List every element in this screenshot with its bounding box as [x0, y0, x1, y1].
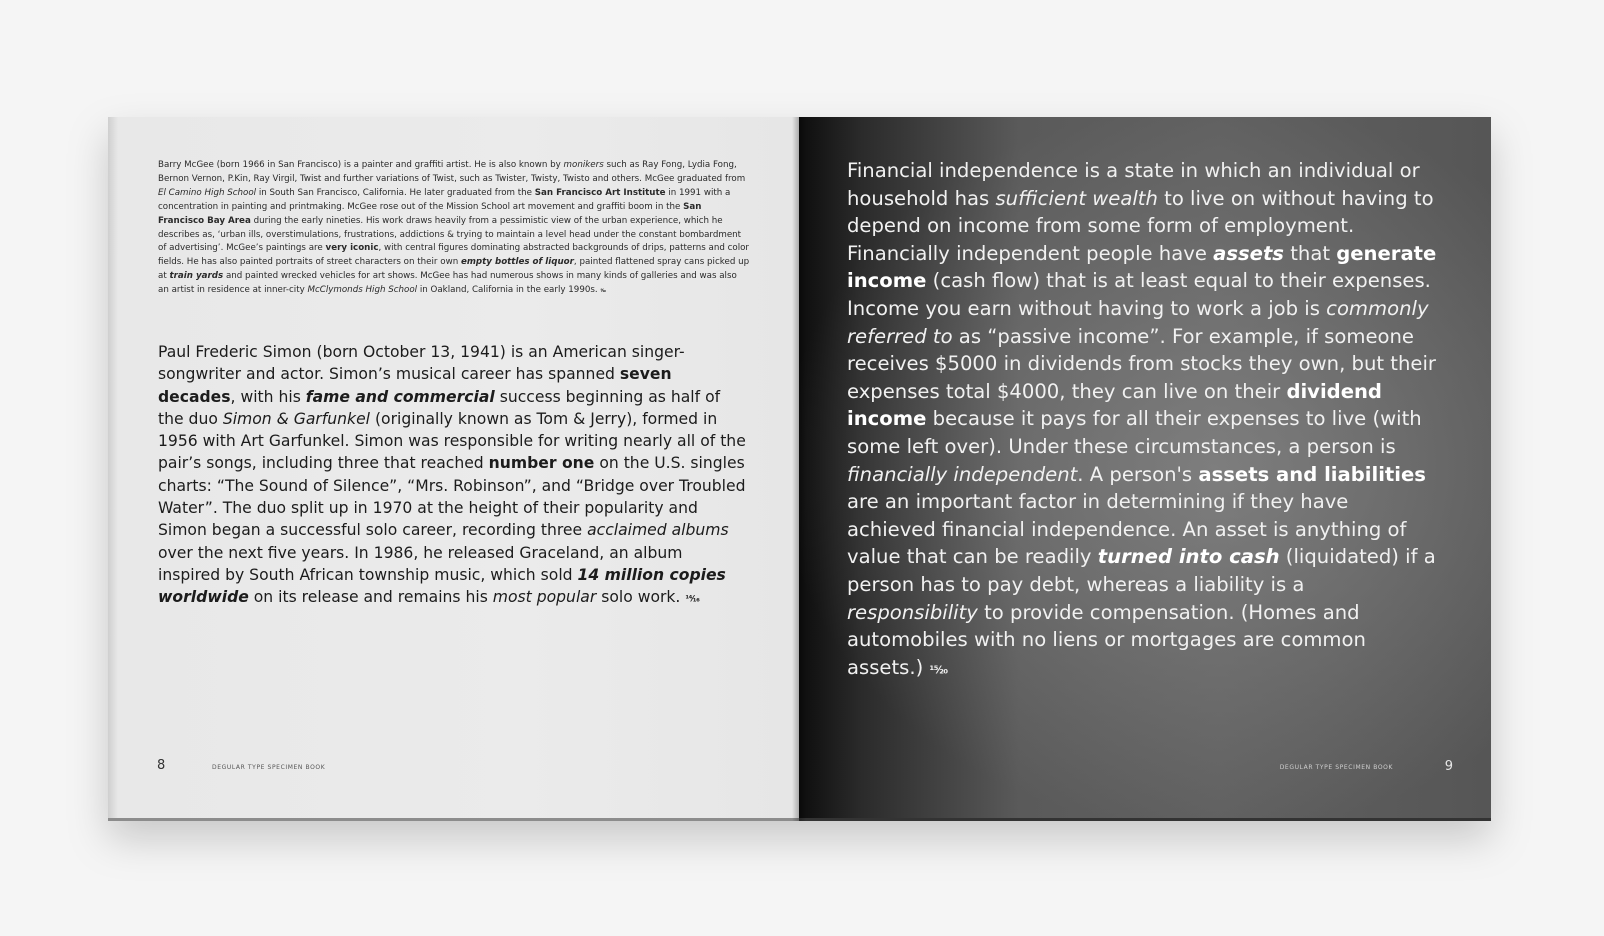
text-run: seven decades: [158, 365, 672, 406]
page-number-left: 8: [157, 758, 166, 773]
text-run: fame and commercial: [305, 387, 495, 406]
footer-label-left: DEGULAR TYPE SPECIMEN BOOK: [212, 764, 326, 771]
footer-label-right: DEGULAR TYPE SPECIMEN BOOK: [1279, 764, 1393, 771]
text-run: success beginning as half of the duo: [158, 387, 721, 428]
text-run: sufficient wealth: [995, 186, 1158, 210]
text-run: El Camino High School: [158, 187, 257, 198]
text-run: turned into cash: [1097, 545, 1280, 569]
text-run: and painted wrecked vehicles for art shows. McGee has had numerous shows in many kinds of galleries and was also an artist in residence at inner-city: [158, 271, 737, 296]
fraction-mark: ¹⁵⁄₂₀: [929, 663, 948, 677]
text-run: monikers: [563, 160, 604, 170]
large-text-paragraph: [158, 341, 748, 611]
text-run: acclaimed albums: [587, 521, 729, 540]
text-run: generate income: [847, 241, 1437, 293]
text-run: solo work.: [596, 588, 686, 607]
text-run: are an important factor in determining if they have achieved financial independence. An asset is anything of value that can be readily: [847, 490, 1407, 569]
text-run: on its release and remains his: [248, 588, 493, 607]
text-run: assets: [1213, 241, 1284, 265]
book-spine: [792, 117, 806, 821]
text-run: over the next five years. In 1986, he released Graceland, an album inspired by South African township music, which sold: [158, 543, 683, 584]
text-run: San Francisco Bay Area: [158, 201, 702, 226]
page-number-right: 9: [1444, 759, 1453, 774]
text-run: most popular: [492, 588, 597, 607]
text-run: , painted flattened spray cans picked up at: [158, 257, 750, 282]
text-run: such as Ray Fong, Lydia Fong, Bernon Vernon, P.Kin, Ray Virgil, Twist and further variations of Twist, such as Twister, Twisty, Twisto and others. McGee graduated from: [158, 160, 746, 184]
text-run: (liquidated) if a person has to pay debt, whereas a liability is a: [847, 545, 1436, 596]
text-run: . A person's: [1077, 462, 1199, 486]
text-run: train yards: [169, 271, 224, 282]
text-run: to live on without having to depend on income from some form of employment. Financially independent people have: [847, 186, 1434, 265]
text-run: to provide compensation. (Homes and automobiles with no liens or mortgages are common assets.): [847, 600, 1366, 679]
right-page: [799, 117, 1491, 821]
text-run: because it pays for all their expenses to live (with some left over). Under these circumstances, a person is: [847, 407, 1422, 458]
text-run: as “passive income”. For example, if someone receives $5000 in dividends from stocks they own, but their expenses total $4000, they can live on their: [847, 324, 1436, 403]
text-run: in 1991 with a concentration in painting and printmaking. McGee rose out of the Mission School art movement and graffiti boom in the: [158, 187, 731, 212]
text-run: number one: [488, 454, 595, 473]
text-run: Financial independence is a state in which an individual or household has: [847, 159, 1420, 210]
text-run: commonly referred to: [847, 296, 1429, 348]
text-run: dividend income: [847, 379, 1382, 431]
text-run: McClymonds High School: [307, 285, 418, 296]
text-run: , with central figures dominating abstracted backgrounds of drips, patterns and color fields. He has also painted portraits of street characters on their own: [158, 243, 749, 268]
text-run: financially independent: [847, 462, 1078, 486]
small-text-paragraph: [158, 159, 750, 299]
text-run: , with his: [230, 387, 306, 406]
right-text-paragraph: [847, 157, 1437, 684]
text-run: empty bottles of liquor: [460, 257, 574, 268]
fraction-mark: ⁹⁄₁₀: [600, 288, 606, 294]
text-run: (originally known as Tom & Jerry), formed in 1956 with Art Garfunkel. Simon was responsible for writing nearly all of the pair’s songs, including three that reached: [158, 409, 746, 473]
text-run: Paul Frederic Simon (born October 13, 1941) is an American singer-songwriter and actor. Simon’s musical career has spanned: [158, 343, 685, 384]
text-run: in Oakland, California in the early 1990s.: [417, 285, 601, 296]
text-run: during the early nineties. His work draws heavily from a pessimistic view of the urban experience, which he describes as, ‘urban ills, overstimulations, frustrations, addictions & trying to maintain a level head under the constant bombardment of advertising’. McGee’s paintings are: [158, 215, 742, 254]
fraction-mark: ¹⁴⁄₁₆: [685, 594, 700, 605]
text-run: 14 million copies worldwide: [158, 565, 726, 607]
text-run: responsibility: [847, 600, 978, 624]
left-page: [108, 117, 799, 821]
text-run: San Francisco Art Institute: [534, 187, 666, 198]
text-run: (cash flow) that is at least equal to their expenses. Income you earn without having to work a job is: [847, 269, 1431, 320]
text-run: Simon & Garfunkel: [222, 409, 371, 428]
text-run: very iconic: [325, 243, 379, 254]
text-run: in South San Francisco, California. He later graduated from the: [256, 187, 535, 198]
text-run: assets and liabilities: [1198, 462, 1426, 486]
open-book: [108, 117, 1491, 821]
text-run: on the U.S. singles charts: “The Sound of Silence”, “Mrs. Robinson”, and “Bridge over Troubled Water”. The duo split up in 1970 at the height of their popularity and Simon began a successful solo career, recording three: [158, 454, 746, 540]
text-run: Barry McGee (born 1966 in San Francisco) is a painter and graffiti artist. He is also known by: [158, 160, 564, 170]
text-run: that: [1283, 241, 1337, 265]
